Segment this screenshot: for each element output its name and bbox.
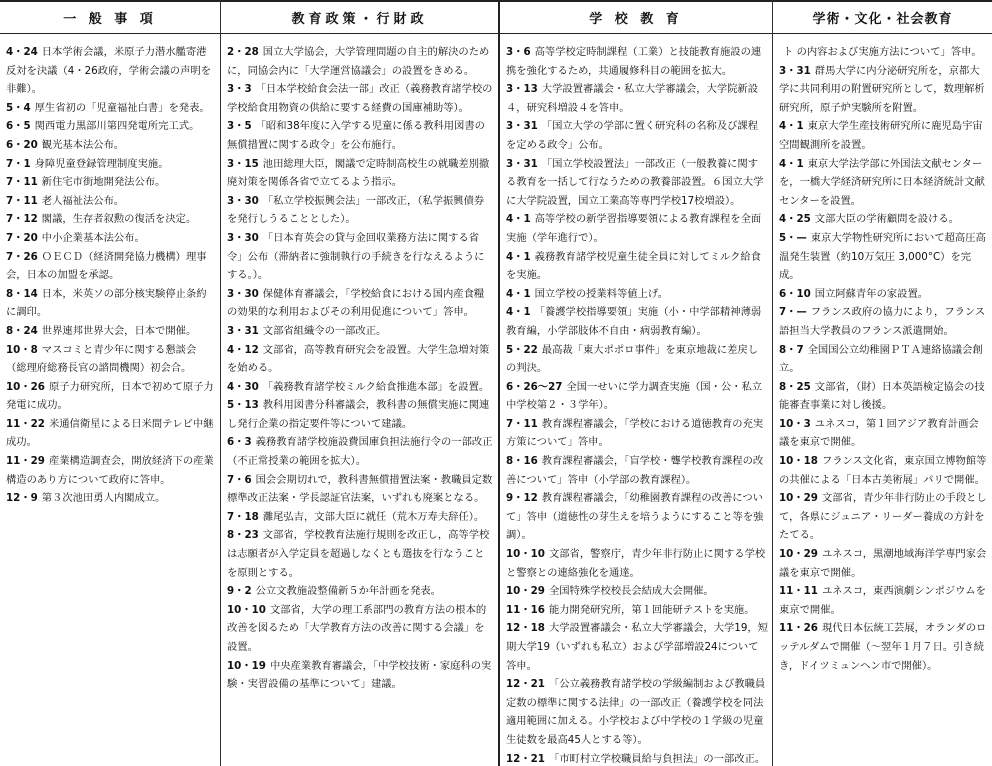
chronology-entry	[779, 229, 988, 285]
entry-date: 8・14	[6, 287, 38, 300]
chronology-entry	[227, 341, 494, 378]
entry-text: 世界連邦世界大会，日本で開催。	[41, 324, 197, 337]
column-header: 教育政策・行財政	[221, 0, 498, 34]
chronology-entry	[506, 285, 768, 304]
chronology-entry	[779, 285, 988, 304]
chronology-entry	[779, 415, 988, 452]
entry-text: 義務教育諸学校児童生徒全員に対してミルク給食を実施。	[506, 250, 761, 282]
entry-text: 高等学校定時制課程（工業）と技能教育施設の連携を強化するため，共通履修科目の範囲を拡大。	[506, 46, 762, 77]
entry-text: ＯＥＣＤ（経済開発協力機構）理事会，日本の加盟を承認。	[6, 250, 207, 282]
entry-date: 5・4	[6, 101, 31, 114]
chronology-entry	[6, 192, 216, 211]
entry-date: 10・29	[506, 585, 545, 598]
entry-text: 全国特殊学校校長会結成大会開催。	[548, 585, 714, 598]
entry-date: 3・31	[506, 157, 538, 170]
entry-date: 10・18	[779, 455, 818, 468]
entry-text: 高等学校の新学習指導要領による教育課程を全面実施（学年進行で）。	[506, 213, 762, 244]
entry-date: 3・3	[227, 83, 252, 96]
entry-text: 国会会期切れで，教科書無償措置法案・教職員定数標準改正法案・学長認証官法案，いずれも廃案となる。	[227, 473, 493, 505]
chronology-entry	[506, 675, 768, 749]
entry-date: 10・10	[506, 548, 545, 561]
entry-date: 9・2	[227, 585, 252, 598]
entry-date: 7・11	[506, 417, 538, 430]
entry-date: 11・16	[506, 603, 545, 616]
chronology-entry	[227, 43, 494, 80]
entry-text: 池田総理大臣，閣議で定時制高校生の就職差別撤廃対策を関係各省で立てるよう指示。	[227, 157, 490, 189]
entry-text: ユネスコ，東西演劇シンポジウムを東京で開催。	[779, 585, 986, 616]
entry-date: 5・—	[779, 231, 807, 244]
chronology-entry	[6, 210, 216, 229]
entry-text: 文部省，高等教育研究会を設置。大学生急増対策を始める。	[227, 343, 490, 375]
chronology-entry	[779, 210, 988, 229]
chronology-entry	[227, 433, 494, 470]
entry-date: 4・12	[227, 343, 259, 356]
column-education-policy	[220, 0, 498, 766]
entry-date: 11・22	[6, 417, 45, 430]
entry-text: 大学設置審議会・私立大学審議会，大学19，短期大学19（いずれも私立）および学部増設24について答申。	[506, 622, 769, 672]
chronology-entry	[6, 43, 216, 99]
entry-text: 中央産業教育審議会，「中学校技術・家庭科の実験・実習設備の基準について」建議。	[227, 659, 492, 691]
chronology-entry	[227, 155, 494, 192]
chronology-entry	[227, 117, 494, 154]
entry-date: 3・30	[227, 231, 259, 244]
chronology-entry	[6, 285, 216, 322]
entry-date: 3・31	[779, 64, 811, 77]
chronology-entry	[6, 489, 216, 508]
entry-text: 現代日本伝統工芸展，オランダのロッテルダムで開催（〜翌年１月７日。引き続き，ドイツミュンヘン市で開催）。	[779, 622, 987, 672]
column-entries	[500, 34, 772, 766]
entry-text: 「義務教育諸学校ミルク給食推進本部」を設置。	[262, 380, 490, 393]
chronology-entry	[506, 489, 768, 545]
chronology-entry	[506, 43, 768, 80]
chronology-entry	[6, 248, 216, 285]
chronology-entry	[6, 415, 216, 452]
chronology-entry	[506, 582, 768, 601]
column-header: 一 般 事 項	[0, 0, 220, 34]
chronology-entry	[506, 248, 768, 285]
entry-text: 「国立学校設置法」一部改正（一般教養に関する教育を一括して行なうための教養部設置。６国立大学に大学院設置，国立工業高等専門学校17校増設）。	[506, 157, 764, 207]
entry-date: 8・7	[779, 343, 804, 356]
chronology-entry	[227, 322, 494, 341]
chronology-entry	[506, 415, 768, 452]
chronology-entry	[227, 396, 494, 433]
chronology-entry	[779, 545, 988, 582]
entry-text: 老人福祉法公布。	[41, 194, 125, 207]
entry-date: 6・3	[227, 436, 252, 449]
entry-date: 6・20	[6, 138, 38, 151]
entry-text: 文部省，（財）日本英語検定協会の技能審査事業に対し後援。	[779, 380, 985, 412]
entry-text: 身障児童登録管理制度実施。	[34, 157, 169, 170]
chronology-entry	[227, 285, 494, 322]
entry-text: 厚生省初の「児童福祉白書」を発表。	[34, 101, 210, 114]
entry-date: 7・11	[6, 176, 38, 189]
chronology-entry	[6, 322, 216, 341]
entry-text: 教育課程審議会，「学校における道徳教育の充実方策について」答申。	[506, 417, 764, 449]
column-entries	[0, 34, 220, 508]
chronology-entry	[227, 378, 494, 397]
entry-date: 4・1	[779, 157, 804, 170]
entry-text: 文部大臣の学術顧問を設ける。	[814, 213, 959, 226]
chronology-entry	[506, 80, 768, 117]
entry-text: マスコミと青少年に関する懇談会（総理府総務長官の諮問機関）初会合。	[6, 343, 197, 375]
chronology-entry	[779, 43, 988, 62]
entry-date: 8・23	[227, 529, 259, 542]
entry-date: 5・22	[506, 343, 538, 356]
entry-date: 8・25	[779, 380, 811, 393]
entry-date: 10・8	[6, 343, 38, 356]
entry-text: 閣議，生存者叙勲の復活を決定。	[41, 213, 197, 226]
chronology-entry	[506, 378, 768, 415]
entry-text: 「昭和38年度に入学する児童に係る教科用図書の無償措置に関する政令」を公布施行。	[227, 120, 485, 151]
entry-text: 日本，米英ソの部分核実験停止条約に調印。	[6, 287, 207, 319]
entry-text: 新住宅市街地開発法公布。	[41, 176, 166, 189]
entry-text: 「日本育英会の貸与金回収業務方法に関する省令」公布（滞納者に強制執行の手続きを行なえるようにする。）。	[227, 231, 485, 282]
column-entries	[221, 34, 498, 694]
entry-date: 7・18	[227, 510, 259, 523]
entry-date: 7・11	[6, 194, 38, 207]
column-header: 学 校 教 育	[500, 0, 772, 34]
entry-date: 3・6	[506, 46, 531, 58]
entry-date: 11・26	[779, 622, 818, 635]
entry-date: 8・16	[506, 455, 538, 468]
entry-date: 7・26	[6, 250, 38, 263]
entry-text: 最高裁「東大ポポロ事件」を東京地裁に差戻しの判決。	[506, 343, 759, 375]
chronology-entry	[6, 155, 216, 174]
entry-text: 国立大学協会，大学管理問題の自主的解決のために，同協会内に「大学運営協議会」の設置をきめる。	[227, 46, 490, 77]
entry-date: 9・12	[506, 492, 538, 505]
column-header: 学術・文化・社会教育	[773, 0, 992, 34]
entry-date: 11・29	[6, 455, 45, 468]
entry-text: 灘尾弘吉，文部大臣に就任（荒木万寿夫辞任）。	[262, 510, 485, 523]
entry-date: 6・26〜27	[506, 380, 563, 393]
entry-date: 7・12	[6, 213, 38, 226]
chronology-entry	[779, 155, 988, 211]
entry-text: 文部省，学校教育法施行規則を改正し，高等学校は志願者が入学定員を超過しなくとも選抜を行なうことを原則とする。	[227, 529, 490, 579]
entry-text: 「公立義務教育諸学校の学級編制および教職員定数の標準に関する法律」の一部改正（養護学校を同法適用範囲に加える。小学校および中学校の１学級の児童生徒数を最高45人とする等）。	[506, 678, 766, 746]
chronology-entry	[779, 303, 988, 340]
entry-text: 文部省，大学の理工系部門の教育方法の根本的改善を図るため「大学教育方法の改善に関する会議」を設置。	[227, 603, 487, 653]
entry-text: 米通信衛星による日米間テレビ中継成功。	[6, 417, 214, 449]
chronology-entry	[506, 117, 768, 154]
chronology-entry	[506, 341, 768, 378]
entry-text: 国立阿蘇青年の家設置。	[814, 287, 929, 300]
entry-text: 公立文教施設整備新５か年計画を発表。	[255, 585, 441, 598]
chronology-entry	[6, 136, 216, 155]
entry-text: 文部省，警察庁，青少年非行防止に関する学校と警察との連絡強化を通達。	[506, 548, 766, 579]
entry-date: 11・11	[779, 585, 818, 598]
entry-text: 産業構造調査会，開放経済下の産業構造のあり方について政府に答申。	[6, 455, 214, 486]
chronology-entry	[506, 452, 768, 489]
entry-date: 3・31	[227, 324, 259, 337]
chronology-entry	[6, 341, 216, 378]
entry-date: 3・30	[227, 287, 259, 300]
entry-date: 8・24	[6, 324, 38, 337]
entry-date: 7・20	[6, 231, 38, 244]
entry-text: 義務教育諸学校施設費国庫負担法施行令の一部改正（不正常授業の範囲を拡大）。	[227, 436, 493, 468]
entry-date: 4・1	[506, 250, 531, 263]
entry-text: 東京大学法学部に外国法文献センターを，一橋大学経済研究所に日本経済統計文献センターを設置。	[779, 157, 985, 207]
chronology-entry	[6, 378, 216, 415]
chronology-entry	[6, 99, 216, 118]
entry-date: 4・1	[506, 213, 531, 226]
entry-text: 「日本学校給食会法一部」改正（義務教育諸学校の学校給食用物資の供給に要する経費の国庫補助等）。	[227, 83, 493, 114]
entry-date: 10・29	[779, 492, 818, 505]
entry-text: 観光基本法公布。	[41, 138, 125, 151]
entry-date: 12・18	[506, 622, 545, 635]
entry-text: 原子力研究所，日本で初めて原子力発電に成功。	[6, 380, 214, 412]
column-academic-culture	[772, 0, 992, 766]
chronology-entry	[227, 582, 494, 601]
chronology-entry	[506, 601, 768, 620]
entry-date: 12・21	[506, 752, 545, 765]
entry-date: 6・10	[779, 287, 811, 300]
entry-text: 全国国公立幼稚園ＰＴＡ連絡協議会創立。	[779, 343, 983, 375]
entry-date: 3・13	[506, 83, 538, 96]
chronology-entry	[227, 508, 494, 527]
entry-text: 東京大学生産技術研究所に鹿児島宇宙空間観測所を設置。	[779, 120, 983, 151]
entry-date: 12・21	[506, 678, 545, 691]
chronology-entry	[227, 192, 494, 229]
entry-text: 「養護学校指導要領」実施（小・中学部精神薄弱教育編，小学部肢体不自由・病弱教育編）。	[506, 306, 762, 337]
entry-date: 3・31	[506, 120, 538, 133]
column-school-education	[498, 0, 772, 766]
entry-text: 教育課程審議会，「幼稚園教育課程の改善について」答申（道徳性の芽生えを培うようにすること等を強調）。	[506, 492, 764, 542]
column-entries	[773, 34, 992, 675]
chronology-entry	[779, 452, 988, 489]
chronology-entry	[6, 173, 216, 192]
entry-date: 3・5	[227, 120, 252, 133]
entry-date: 12・9	[6, 492, 38, 505]
entry-text: 「市町村立学校職員給与負担法」の一部改正。	[548, 752, 766, 765]
entry-text: 「国立大学の学部に置く研究科の名称及び課程を定める政令」公布。	[506, 120, 759, 151]
entry-date: 6・5	[6, 120, 31, 133]
chronology-entry	[779, 489, 988, 545]
chronology-entry	[506, 545, 768, 582]
entry-date: 4・1	[506, 306, 531, 319]
entry-date: 4・24	[6, 46, 38, 58]
chronology-entry	[779, 378, 988, 415]
entry-date: 3・30	[227, 194, 259, 207]
chronology-entry	[779, 62, 988, 118]
chronology-entry	[6, 229, 216, 248]
entry-text: 文部省，青少年非行防止の手段として，各県にジュニア・リーダー養成の方針をたてる。	[779, 492, 987, 542]
entry-text: 全国一せいに学力調査実施（国・公・私立中学校第２・３学年）。	[506, 380, 763, 412]
chronology-entry	[6, 117, 216, 136]
entry-date: 10・29	[779, 548, 818, 561]
entry-text: ト の内容および実施方法について」答申。	[783, 46, 982, 58]
chronology-entry	[227, 471, 494, 508]
entry-text: ユネスコ，黒潮地域海洋学専門家会議を東京で開催。	[779, 548, 987, 579]
chronology-entry	[506, 155, 768, 211]
entry-text: 教育課程審議会，「盲学校・聾学校教育課程の改善について」答申（小学部の教育課程）。	[506, 455, 764, 486]
entry-text: 群馬大学に内分泌研究所を，京都大学に共同利用の附置研究所として，数理解析研究所，原子炉実験所を附置。	[779, 64, 985, 114]
chronology-entry	[506, 750, 768, 766]
entry-date: 10・19	[227, 659, 266, 672]
entry-date: 4・25	[779, 213, 811, 226]
entry-text: フランス文化省，東京国立博物館等の共催による「日本古美術展」パリで開催。	[779, 455, 987, 486]
entry-text: 東京大学物性研究所において超高圧高温発生装置（約10万気圧 3,000°C）を完成。	[779, 231, 986, 282]
chronology-entry	[779, 117, 988, 154]
entry-text: フランス政府の協力により，フランス語担当大学教員のフランス派遣開始。	[779, 306, 986, 337]
entry-date: 4・1	[779, 120, 804, 133]
column-general-affairs	[0, 0, 220, 766]
chronology-entry	[779, 341, 988, 378]
entry-date: 4・30	[227, 380, 259, 393]
entry-text: 保健体育審議会，「学校給食における国内産食糧の効果的な利用およびその利用促進について」答申。	[227, 287, 485, 319]
chronology-entry	[227, 80, 494, 117]
chronology-entry	[506, 619, 768, 675]
entry-text: 教科用図書分科審議会，教科書の無償実施に関連し発行企業の指定要件等について建議。	[227, 399, 490, 430]
chronology-entry	[227, 657, 494, 694]
entry-text: 文部省組織令の一部改正。	[262, 324, 387, 337]
chronology-entry	[227, 229, 494, 285]
entry-date: 7・—	[779, 306, 807, 319]
chronology-entry	[6, 452, 216, 489]
chronology-entry	[779, 582, 988, 619]
entry-text: 国立学校の授業料等値上げ。	[534, 287, 669, 300]
entry-date: 7・1	[6, 157, 31, 170]
entry-date: 4・1	[506, 287, 531, 300]
entry-text: 大学設置審議会・私立大学審議会，大学院新設４，研究科増設４を答申。	[506, 83, 759, 114]
entry-text: 能力開発研究所，第１回能研テストを実施。	[548, 603, 755, 616]
entry-text: 日本学術会議，米原子力潜水艦寄港反対を決議（4・26政府，学術会議の声明を非難）。	[6, 46, 211, 96]
entry-text: 第３次池田勇人内閣成立。	[41, 492, 166, 505]
chronology-entry	[779, 619, 988, 675]
entry-date: 3・15	[227, 157, 259, 170]
entry-text: 関西電力黒部川第四発電所完工式。	[34, 120, 200, 133]
entry-text: ユネスコ，第１回アジア教育計画会議を東京で開催。	[779, 417, 979, 449]
entry-date: 10・10	[227, 603, 266, 616]
entry-date: 5・13	[227, 399, 259, 412]
entry-date: 10・3	[779, 417, 811, 430]
entry-date: 10・26	[6, 380, 45, 393]
chronology-entry	[506, 303, 768, 340]
chronology-entry	[506, 210, 768, 247]
entry-text: 「私立学校振興会法」一部改正，（私学振興債券を発行しうることとした）。	[227, 194, 485, 226]
chronology-entry	[227, 526, 494, 582]
entry-date: 2・28	[227, 46, 259, 58]
chronology-entry	[227, 601, 494, 657]
entry-date: 7・6	[227, 473, 252, 486]
entry-text: 中小企業基本法公布。	[41, 231, 145, 244]
